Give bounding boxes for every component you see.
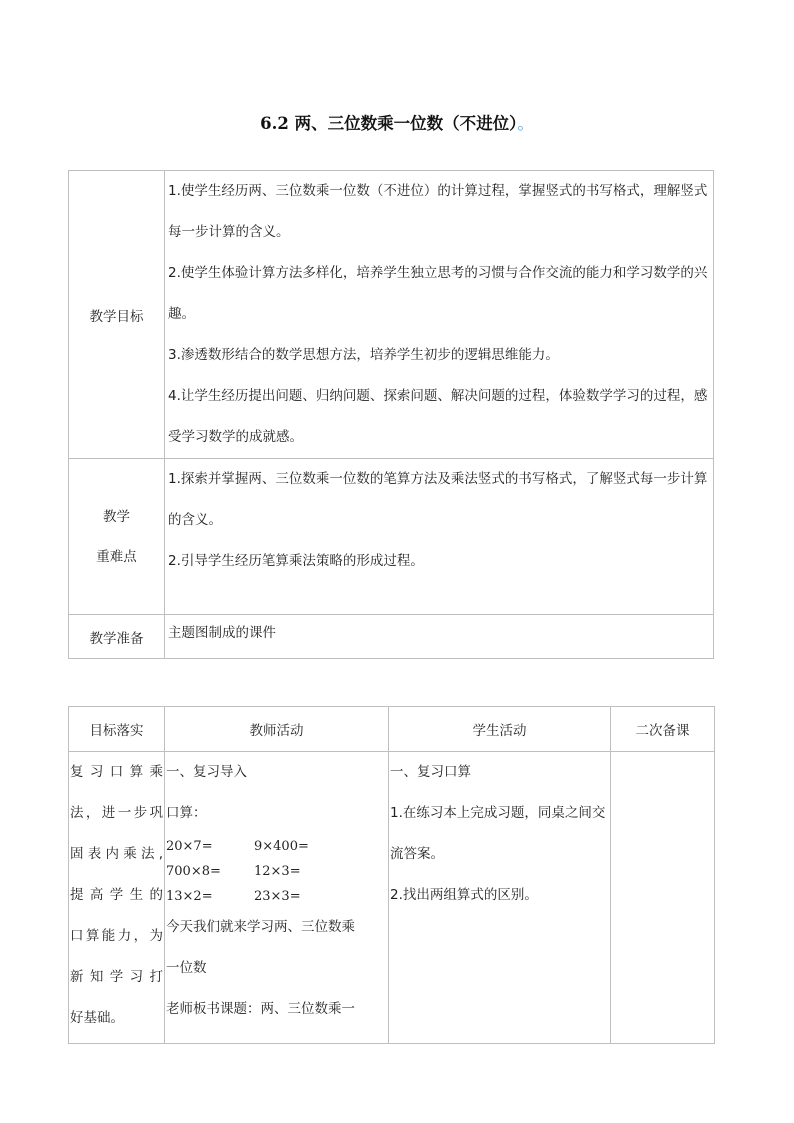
notes-cell [611,752,715,1044]
goal-item: 3.渗透数形结合的数学思想方法，培养学生初步的逻辑思维能力。 [168,347,559,363]
teacher-line: 今天我们就来学习两、三位数乘 [166,919,355,935]
oral-label: 口算： [166,805,207,821]
difficulty-item: 1.探索并掌握两、三位数乘一位数的笔算方法及乘法竖式的书写格式，了解竖式每一步计算的含义。 [168,471,708,528]
calc-row [166,859,387,884]
difficulty-label-line1: 教学 [103,508,130,525]
goal-item: 2.使学生体验计算方法多样化，培养学生独立思考的习惯与合作交流的能力和学习数学的兴趣。 [168,265,708,322]
activity-table [68,706,715,1044]
difficulty-label [69,459,165,615]
oral-calc-block [166,826,387,913]
calc-item: 20×7= [166,839,213,854]
teacher-cell [165,752,389,1044]
goal-line: 新知学习打 [70,969,163,985]
header-teacher: 教师活动 [165,707,389,752]
goals-label: 教学目标 [69,171,165,459]
student-cell [389,752,611,1044]
goal-line: 口算能力，为 [70,928,163,944]
prep-text: 主题图制成的课件 [168,625,276,641]
goal-line: 好基础。 [70,1010,124,1026]
activity-header-row [69,707,715,752]
calc-item: 9×400= [254,839,309,854]
goals-row [69,171,714,459]
teacher-line: 一位数 [166,960,207,976]
header-goal: 目标落实 [69,707,165,752]
lesson-plan-table [68,170,714,659]
calc-item: 12×3= [254,864,301,879]
goal-line: 固表内乘法, [70,846,163,862]
calc-item: 700×8= [166,864,221,879]
goals-content [165,171,714,459]
goal-line: 复习口算乘 [70,764,163,780]
difficulty-label-line2: 重难点 [96,548,137,565]
header-notes: 二次备课 [611,707,715,752]
student-item: 2.找出两组算式的区别。 [390,887,538,903]
title-trail: 。 [517,114,534,133]
activity-body-row [69,752,715,1044]
student-section-title: 一、复习口算 [390,764,471,780]
goal-item: 1.使学生经历两、三位数乘一位数（不进位）的计算过程，掌握竖式的书写格式，理解竖式每一步计算的含义。 [168,183,708,240]
prep-row [69,615,714,659]
goal-line: 法，进一步巩 [70,805,163,821]
student-item: 1.在练习本上完成习题，同桌之间交流答案。 [390,805,606,862]
goal-cell [69,752,165,1044]
calc-item: 23×3= [254,889,301,904]
difficulty-content [165,459,714,615]
difficulty-item: 2.引导学生经历笔算乘法策略的形成过程。 [168,553,424,569]
header-student: 学生活动 [389,707,611,752]
calc-row [166,834,387,859]
goal-item: 4.让学生经历提出问题、归纳问题、探索问题、解决问题的过程，体验数学学习的过程，感受学习数学的成就感。 [168,388,708,445]
title-text: 6.2 两、三位数乘一位数（不进位） [260,114,518,133]
prep-content [165,615,714,659]
difficulty-row [69,459,714,615]
goal-line: 提高学生的 [70,887,163,903]
page-title [0,110,794,134]
prep-label: 教学准备 [69,615,165,659]
teacher-line: 老师板书课题：两、三位数乘一 [166,1001,355,1017]
calc-row [166,884,387,909]
calc-item: 13×2= [166,889,213,904]
teacher-section-title: 一、复习导入 [166,764,247,780]
